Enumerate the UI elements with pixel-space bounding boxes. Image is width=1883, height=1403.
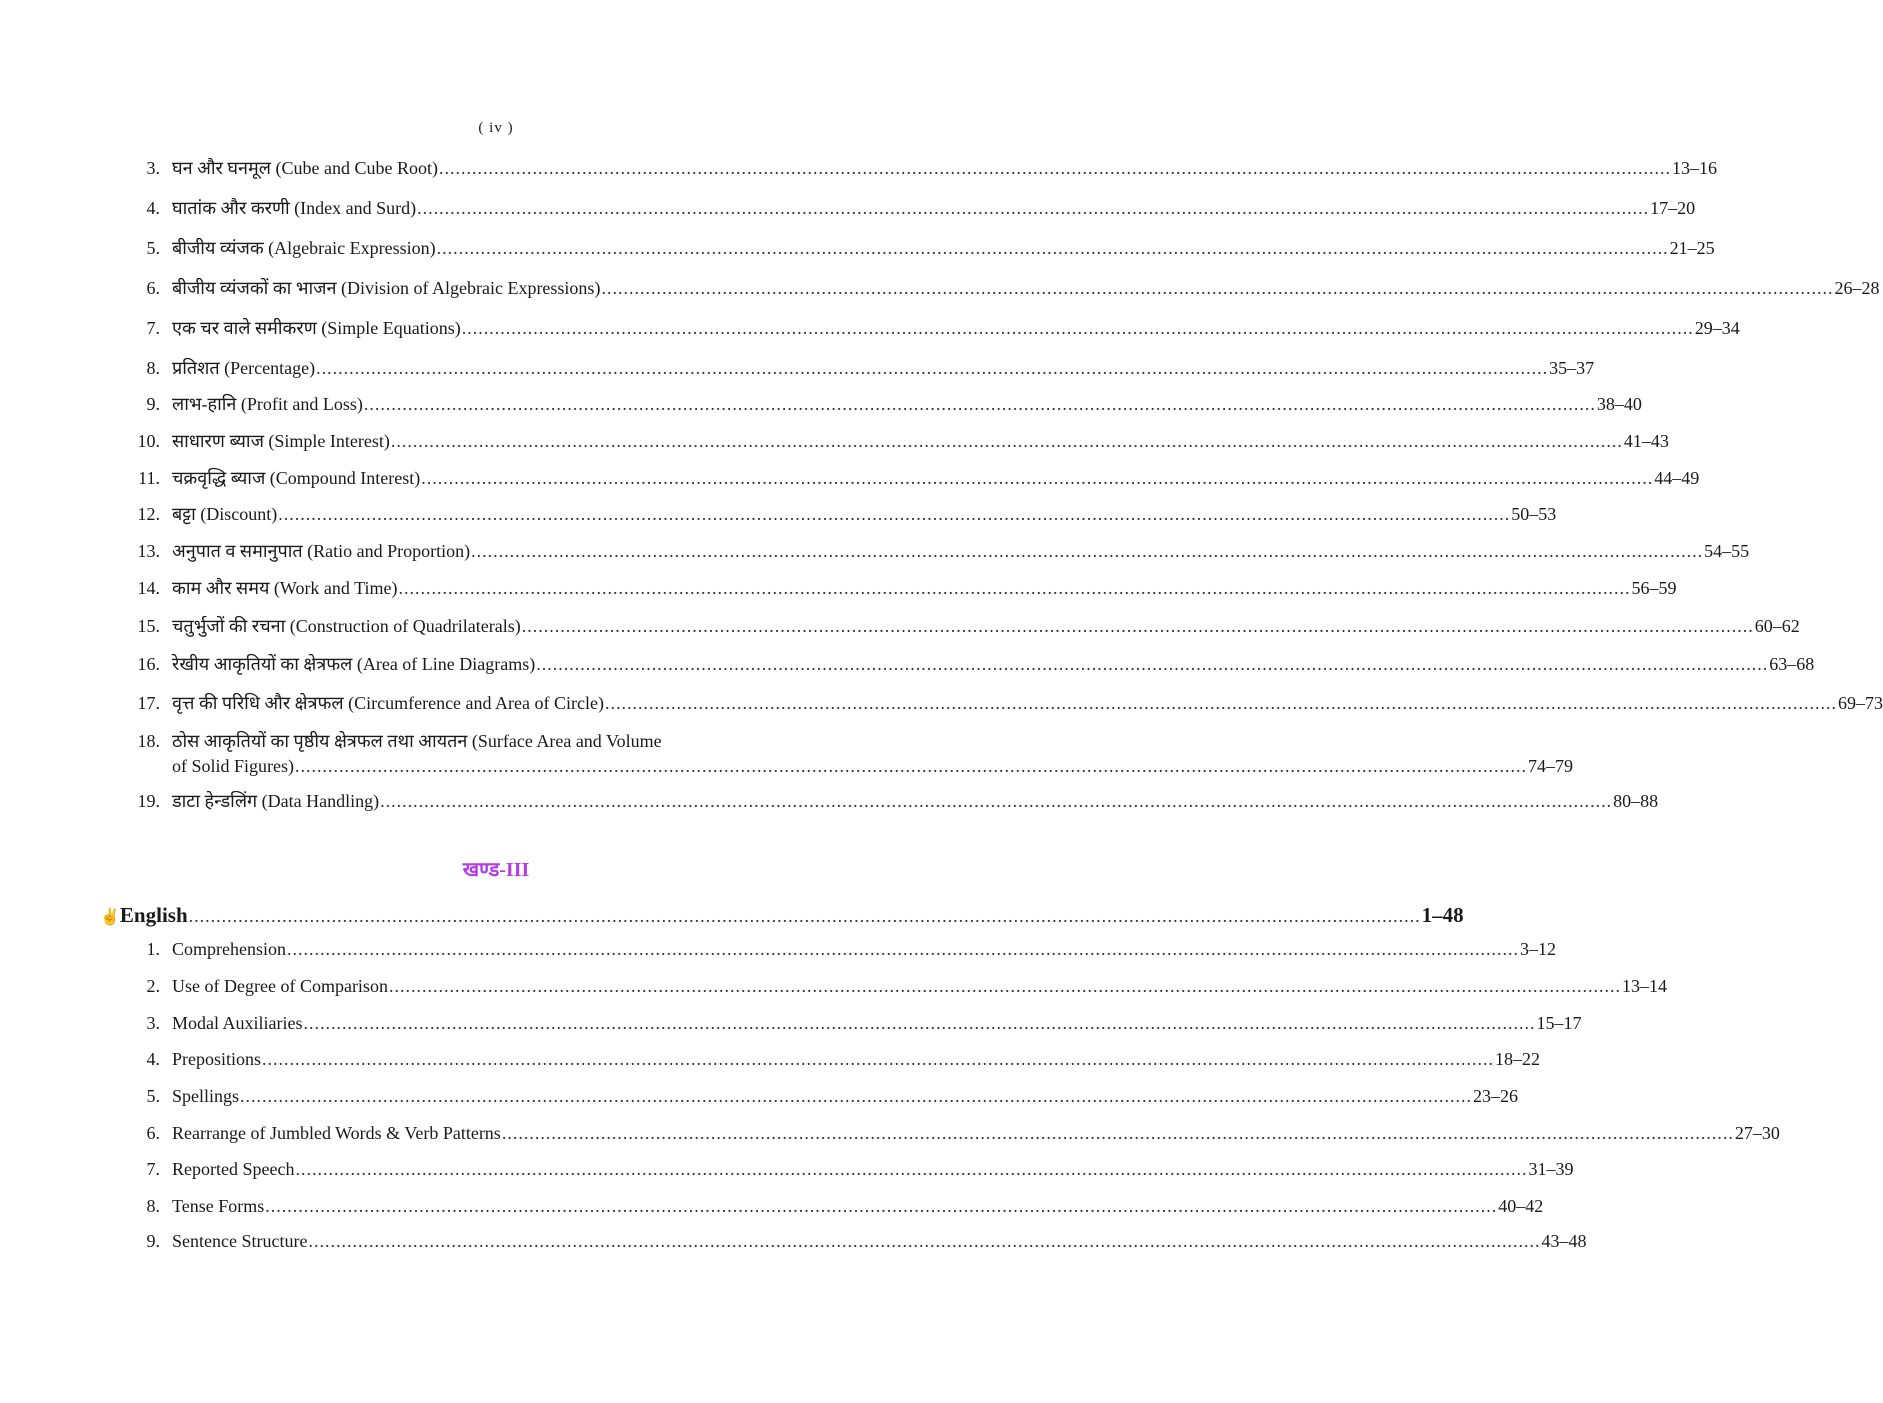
toc-entry[interactable] [128,503,1557,525]
entry-title: घन और घनमूल (Cube and Cube Root) [172,158,438,178]
entry-number: 6. [146,1123,160,1143]
entry-title: Comprehension [172,939,286,959]
entry-number: 5. [146,238,160,258]
entry-title: Spellings [172,1086,240,1106]
entry-title: साधारण ब्याज (Simple Interest) [172,431,390,451]
entry-number: 14. [137,578,160,598]
toc-entry[interactable] [128,540,1750,562]
leader-dots [308,1230,1540,1252]
subject-title: English [119,903,188,927]
leader-dots [605,692,1837,714]
subject-entry-english[interactable] [100,903,1464,928]
leader-dots [287,938,1519,960]
toc-entry[interactable] [128,790,1659,812]
toc-entry[interactable] [128,1158,1574,1180]
entry-title: Tense Forms [172,1196,265,1216]
leader-dots [389,975,1621,997]
entry-pages: 13–16 [1671,158,1717,178]
entry-pages: 15–17 [1536,1013,1582,1033]
toc-entry[interactable] [128,615,1800,637]
entry-pages: 17–20 [1650,198,1696,218]
leader-dots [601,277,1833,299]
entry-title: डाटा हेन्डलिंग (Data Handling) [172,791,380,811]
leader-dots [437,237,1669,259]
entry-pages: 26–28 [1834,278,1880,298]
entry-title: रेखीय आकृतियों का क्षेत्रफल (Area of Line Diagrams) [172,654,536,674]
leader-dots [265,1195,1497,1217]
entry-title-line1: ठोस आकृतियों का पृष्ठीय क्षेत्रफल तथा आयतन (Surface Area and Volume [172,731,662,751]
leader-dots [303,1012,1535,1034]
entry-title-block [172,730,1573,777]
entry-title: Use of Degree of Comparison [172,976,388,996]
leader-dots [417,197,1649,219]
leader-dots [462,317,1694,339]
entry-title: प्रतिशत (Percentage) [172,358,316,378]
toc-entry[interactable] [128,1012,1582,1034]
entry-pages: 54–55 [1704,541,1750,561]
toc-entry[interactable] [128,1230,1587,1252]
entry-pages: 60–62 [1754,616,1800,636]
entry-number: 15. [137,616,160,636]
leader-dots [471,540,1703,562]
leader-dots [522,615,1754,637]
entry-title: बीजीय व्यंजक (Algebraic Expression) [172,238,436,258]
leader-dots [364,393,1596,415]
leader-dots [536,653,1768,675]
entry-number: 6. [146,278,160,298]
entry-number: 2. [146,976,160,996]
toc-entry[interactable] [128,653,1815,675]
leader-dots [278,503,1510,525]
entry-number: 9. [146,394,160,414]
toc-entry[interactable] [128,157,1717,179]
page-number: ( iv ) [478,120,514,136]
entry-number: 3. [146,1013,160,1033]
leader-dots [189,906,1421,927]
entry-number: 12. [137,504,160,524]
leader-dots [316,357,1548,379]
entry-number: 7. [146,318,160,338]
entry-title: चतुर्भुजों की रचना (Construction of Quadrilaterals) [172,616,521,636]
toc-entry[interactable] [128,277,1880,299]
entry-number: 17. [137,693,160,713]
entry-number: 11. [138,468,160,488]
entry-number: 1. [146,939,160,959]
leader-dots [240,1085,1472,1107]
leader-dots [380,790,1612,812]
entry-number: 5. [146,1086,160,1106]
entry-title: चक्रवृद्धि ब्याज (Compound Interest) [172,468,421,488]
entry-pages: 38–40 [1596,394,1642,414]
toc-entry[interactable] [128,692,1883,714]
entry-pages: 3–12 [1520,939,1556,959]
entry-title: लाभ-हानि (Profit and Loss) [172,394,363,414]
toc-entry[interactable] [128,1195,1544,1217]
entry-pages: 80–88 [1613,791,1659,811]
entry-pages: 40–42 [1498,1196,1544,1216]
entry-number: 18. [137,731,160,751]
entry-pages: 56–59 [1631,578,1677,598]
entry-title: एक चर वाले समीकरण (Simple Equations) [172,318,461,338]
leader-dots [262,1048,1494,1070]
entry-number: 3. [146,158,160,178]
entry-number: 13. [137,541,160,561]
toc-entry[interactable] [128,393,1642,415]
toc-entry[interactable] [128,1122,1780,1144]
entry-pages: 44–49 [1654,468,1700,488]
entry-number: 7. [146,1159,160,1179]
entry-number: 16. [137,654,160,674]
entry-title: अनुपात व समानुपात (Ratio and Proportion) [172,541,471,561]
toc-entry[interactable] [128,430,1669,452]
toc-entry[interactable] [128,938,1556,960]
entry-number: 19. [137,791,160,811]
entry-title: बीजीय व्यंजकों का भाजन (Division of Algebraic Expressions) [172,278,601,298]
entry-pages: 13–14 [1621,976,1667,996]
entry-number: 8. [146,1196,160,1216]
entry-title: Sentence Structure [172,1231,308,1251]
entry-pages: 27–30 [1734,1123,1780,1143]
entry-number: 8. [146,358,160,378]
entry-number: 4. [146,198,160,218]
toc-entry[interactable] [128,1048,1541,1070]
leader-dots [421,467,1653,489]
leader-dots [295,755,1527,777]
entry-pages: 41–43 [1623,431,1669,451]
toc-entry[interactable] [128,317,1740,339]
entry-title: बट्टा (Discount) [172,504,278,524]
entry-pages: 50–53 [1511,504,1557,524]
entry-number: 10. [137,431,160,451]
entry-title: वृत्त की परिधि और क्षेत्रफल (Circumference and Area of Circle) [172,693,604,713]
toc-entry[interactable] [128,730,1574,776]
entry-pages: 35–37 [1549,358,1595,378]
entry-title: काम और समय (Work and Time) [172,578,398,598]
leader-dots [502,1122,1734,1144]
entry-title: Rearrange of Jumbled Words & Verb Patterns [172,1123,501,1143]
toc-entry[interactable] [128,357,1595,379]
entry-pages: 43–48 [1541,1231,1587,1251]
leader-dots [439,157,1671,179]
entry-pages: 69–73 [1837,693,1883,713]
entry-pages: 74–79 [1528,756,1574,776]
entry-title: घातांक और करणी (Index and Surd) [172,198,417,218]
victory-hand-icon: ✌ [100,909,120,926]
toc-entry[interactable] [128,237,1715,259]
toc-entry[interactable] [128,975,1667,997]
leader-dots [295,1158,1527,1180]
entry-pages: 29–34 [1694,318,1740,338]
entry-pages: 31–39 [1528,1159,1574,1179]
toc-entry[interactable] [128,197,1696,219]
toc-entry[interactable] [128,1085,1519,1107]
entry-pages: 21–25 [1669,238,1715,258]
entry-pages: 23–26 [1473,1086,1519,1106]
leader-dots [398,577,1630,599]
toc-entry[interactable] [128,467,1700,489]
leader-dots [391,430,1623,452]
toc-entry[interactable] [128,577,1677,599]
entry-pages: 18–22 [1495,1049,1541,1069]
entry-title: Modal Auxiliaries [172,1013,303,1033]
entry-title: Reported Speech [172,1159,295,1179]
entry-pages: 63–68 [1769,654,1815,674]
section-heading: खण्ड-III [462,859,530,881]
entry-title-line2: of Solid Figures) [172,756,295,776]
entry-title: Prepositions [172,1049,262,1069]
subject-pages: 1–48 [1421,903,1464,927]
entry-number: 4. [146,1049,160,1069]
entry-number: 9. [146,1231,160,1251]
